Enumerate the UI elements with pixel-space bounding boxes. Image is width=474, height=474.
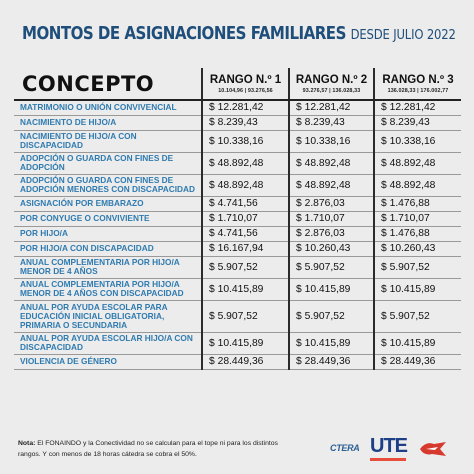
amount-cell: $ 10.260,43 [374, 241, 461, 256]
concept-cell: POR HIJO/A CON DISCAPACIDAD [14, 241, 202, 256]
table-row [14, 115, 461, 130]
footnote [18, 438, 328, 460]
table-row [14, 256, 461, 278]
range-header-1 [202, 68, 289, 100]
amount-cell: $ 12.281,42 [289, 100, 374, 115]
amount-cell: $ 10.415,89 [289, 332, 374, 354]
amount-cell: $ 1.710,07 [289, 211, 374, 226]
amount-cell: $ 48.892,48 [374, 152, 461, 174]
footnote-label: Nota: [18, 440, 36, 447]
concept-cell: POR CONYUGE O CONVIVIENTE [14, 211, 202, 226]
amount-cell: $ 1.710,07 [202, 211, 289, 226]
amount-cell: $ 12.281,42 [374, 100, 461, 115]
amount-cell: $ 48.892,48 [202, 174, 289, 196]
range-name: RANGO N.º 1 [209, 73, 282, 86]
amount-cell: $ 1.710,07 [374, 211, 461, 226]
amount-cell: $ 1.476,88 [374, 196, 461, 211]
amount-cell: $ 1.476,88 [374, 226, 461, 241]
concept-cell: NACIMIENTO DE HIJO/A CON DISCAPACIDAD [14, 130, 202, 152]
concept-cell: MATRIMONIO O UNIÓN CONVIVENCIAL [14, 100, 202, 115]
amount-cell: $ 10.338,16 [202, 130, 289, 152]
footnote-line-1: El FONAINDO y la Conectividad no se calculan para el tope ni para los distintos [37, 440, 278, 447]
table-row [14, 332, 461, 354]
table-row [14, 100, 461, 115]
ute-logo: UTE [370, 435, 407, 457]
range-name: RANGO N.º 3 [382, 73, 454, 86]
table-row [14, 354, 461, 369]
range-header-3 [374, 68, 461, 100]
table-row [14, 300, 461, 332]
amount-cell: $ 2.876,03 [289, 196, 374, 211]
table-row [14, 211, 461, 226]
concept-cell: ASIGNACIÓN POR EMBARAZO [14, 196, 202, 211]
concept-cell: VIOLENCIA DE GÉNERO [14, 354, 202, 369]
amount-cell: $ 16.167,94 [202, 241, 289, 256]
amount-cell: $ 28.449,36 [374, 354, 461, 369]
ute-logo-underline [370, 458, 406, 461]
table-header-row [14, 68, 461, 100]
ctera-emblem-icon [418, 440, 448, 458]
amount-cell: $ 10.415,89 [202, 332, 289, 354]
page-title [22, 24, 456, 44]
title-main: MONTOS DE ASIGNACIONES FAMILIARES [22, 24, 346, 44]
amount-cell: $ 4.741,56 [202, 196, 289, 211]
range-header-2 [289, 68, 374, 100]
ctera-logo: CTERA [330, 443, 360, 453]
amount-cell: $ 48.892,48 [289, 174, 374, 196]
amount-cell: $ 5.907,52 [374, 300, 461, 332]
table-row [14, 278, 461, 300]
table-row [14, 196, 461, 211]
amount-cell: $ 28.449,36 [202, 354, 289, 369]
amount-cell: $ 48.892,48 [202, 152, 289, 174]
table-row [14, 226, 461, 241]
concept-cell: NACIMIENTO DE HIJO/A [14, 115, 202, 130]
amount-cell: $ 48.892,48 [374, 174, 461, 196]
table-row [14, 152, 461, 174]
range-limits: 93.276,57 | 136.028,33 [302, 87, 361, 94]
range-limits: 136.028,33 | 176.002,77 [387, 87, 449, 94]
amount-cell: $ 10.415,89 [374, 278, 461, 300]
amount-cell: $ 10.338,16 [289, 130, 374, 152]
amount-cell: $ 10.338,16 [374, 130, 461, 152]
amount-cell: $ 48.892,48 [289, 152, 374, 174]
title-subtitle: DESDE JULIO 2022 [350, 27, 456, 43]
amount-cell: $ 10.415,89 [289, 278, 374, 300]
amount-cell: $ 2.876,03 [289, 226, 374, 241]
amount-cell: $ 10.415,89 [202, 278, 289, 300]
amount-cell: $ 4.741,56 [202, 226, 289, 241]
range-name: RANGO N.º 2 [295, 73, 368, 86]
table-row [14, 130, 461, 152]
amount-cell: $ 28.449,36 [289, 354, 374, 369]
amounts-table [14, 68, 461, 370]
amount-cell: $ 8.239,43 [374, 115, 461, 130]
amount-cell: $ 5.907,52 [202, 300, 289, 332]
table-row [14, 174, 461, 196]
amount-cell: $ 5.907,52 [374, 256, 461, 278]
table-row [14, 241, 461, 256]
concept-cell: ADOPCIÓN O GUARDA CON FINES DE ADOPCIÓN [14, 152, 202, 174]
concept-cell: ANUAL POR AYUDA ESCOLAR HIJO/A CON DISCAPACIDAD [14, 332, 202, 354]
concept-header: CONCEPTO [14, 68, 202, 100]
footnote-line-2: rangos. Y con menos de 18 horas cátedra se cobra el 50%. [18, 451, 197, 458]
concept-cell: ANUAL POR AYUDA ESCOLAR PARA EDUCACIÓN INICIAL OBLIGATORIA, PRIMARIA O SECUNDARIA [14, 300, 202, 332]
amount-cell: $ 5.907,52 [289, 256, 374, 278]
amount-cell: $ 10.415,89 [374, 332, 461, 354]
amount-cell: $ 12.281,42 [202, 100, 289, 115]
logo-group [330, 434, 460, 464]
concept-cell: ANUAL COMPLEMENTARIA POR HIJO/A MENOR DE 4 AÑOS CON DISCAPACIDAD [14, 278, 202, 300]
amount-cell: $ 8.239,43 [289, 115, 374, 130]
concept-cell: POR HIJO/A [14, 226, 202, 241]
amount-cell: $ 8.239,43 [202, 115, 289, 130]
concept-cell: ADOPCIÓN O GUARDA CON FINES DE ADOPCIÓN MENORES CON DISCAPACIDAD [14, 174, 202, 196]
amount-cell: $ 5.907,52 [202, 256, 289, 278]
range-limits: 10.104,96 | 93.276,56 [218, 87, 273, 94]
concept-cell: ANUAL COMPLEMENTARIA POR HIJO/A MENOR DE 4 AÑOS [14, 256, 202, 278]
amount-cell: $ 5.907,52 [289, 300, 374, 332]
amount-cell: $ 10.260,43 [289, 241, 374, 256]
